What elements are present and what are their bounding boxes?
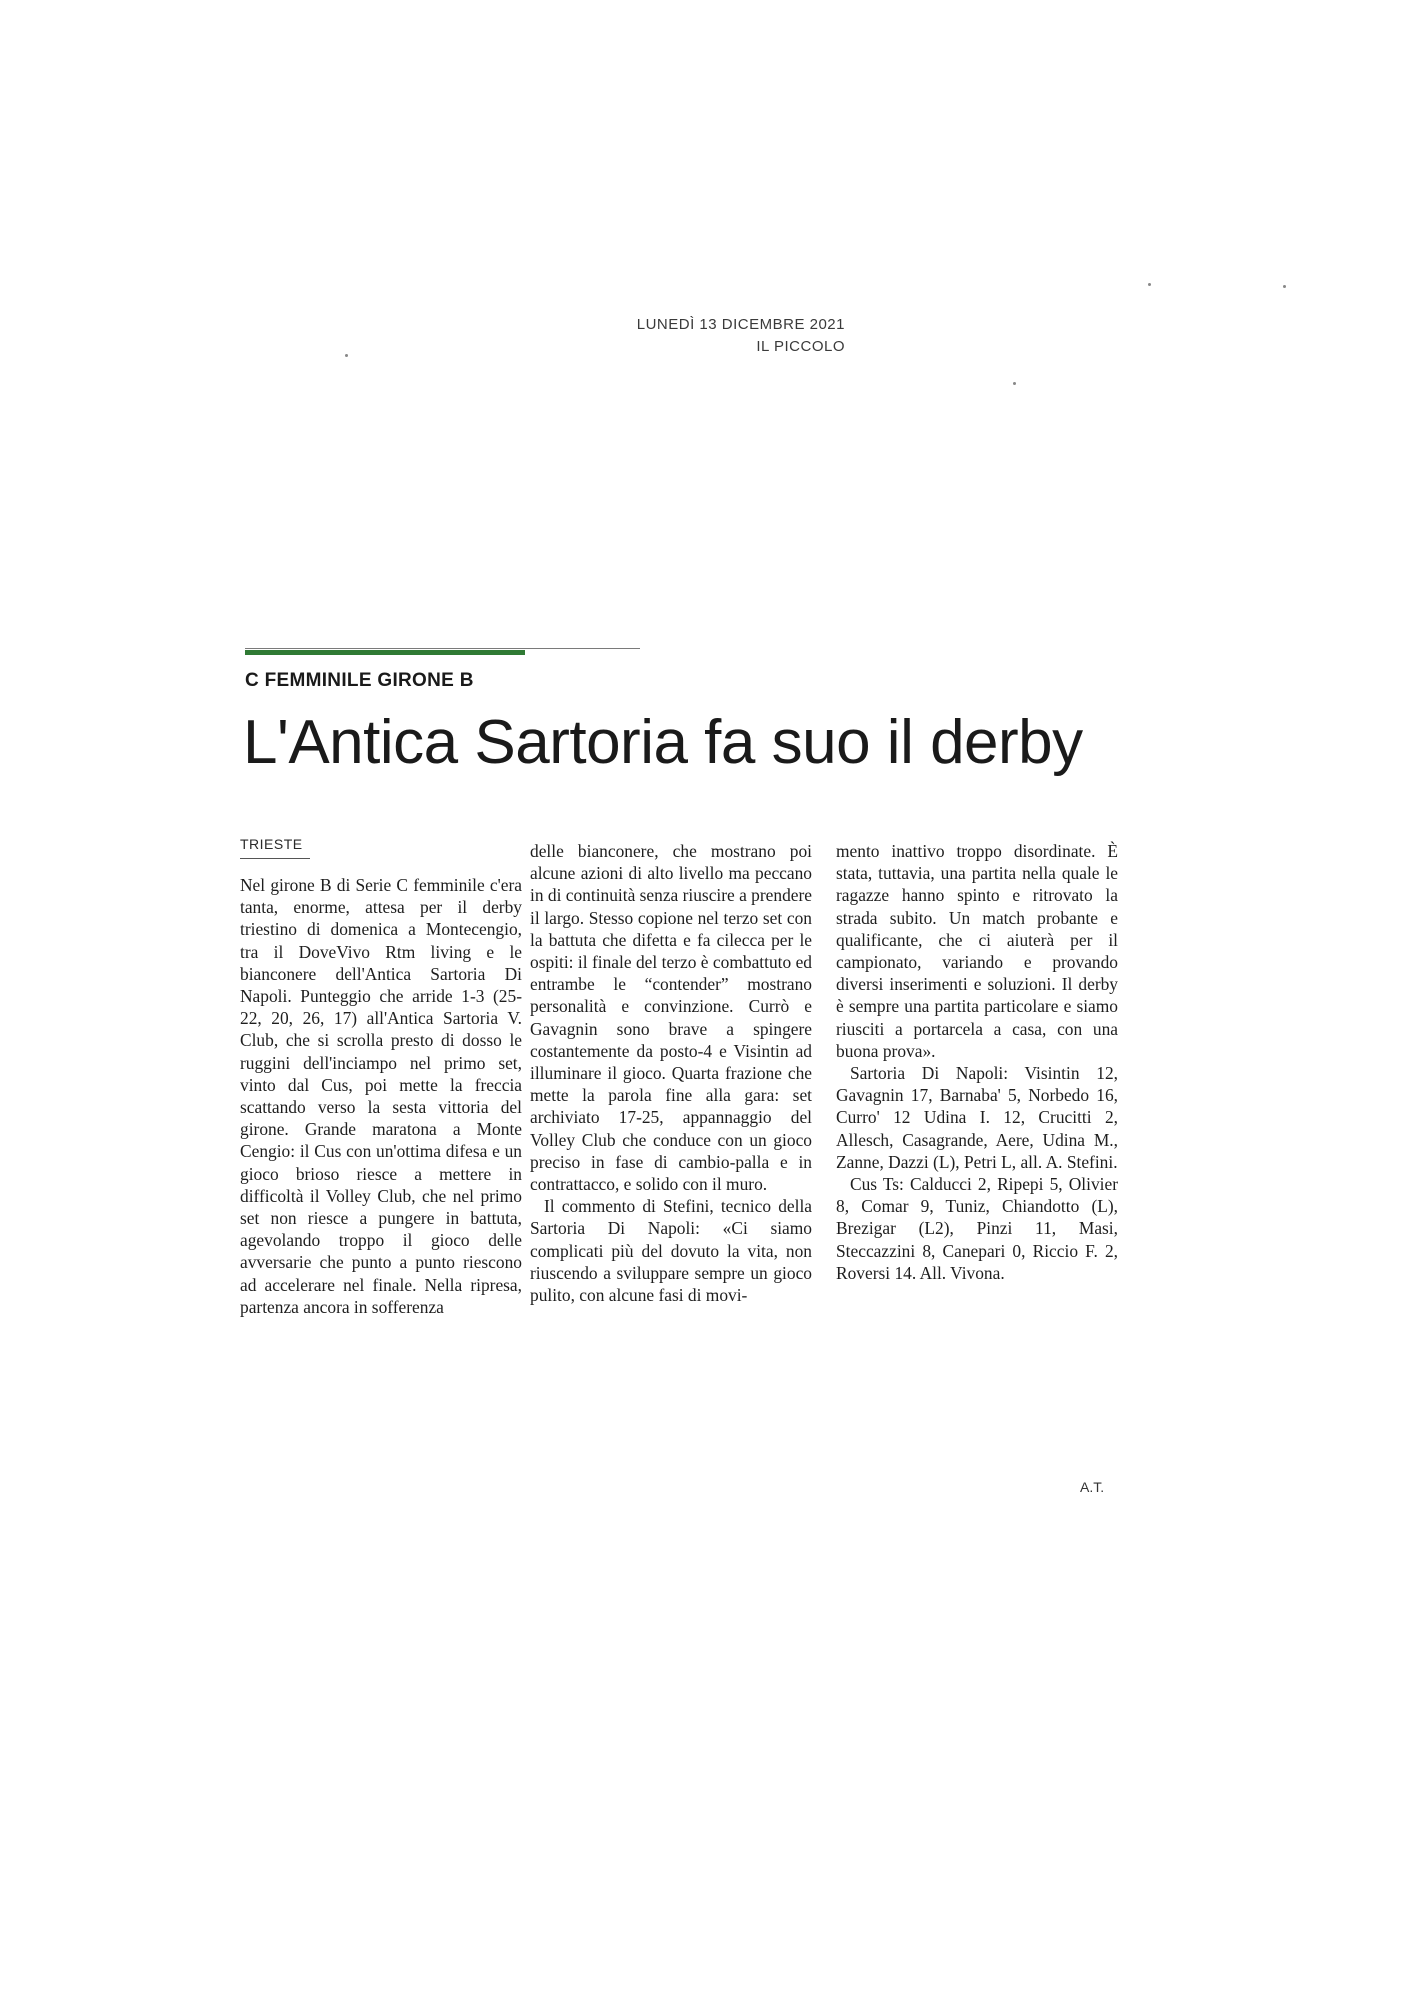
article-paragraph: delle bianconere, che mostrano poi alcune azioni di alto livello ma peccano in di continuità senza riuscire a prendere il largo. Stesso copione nel terzo set con la battuta che difetta e fa cilecca per le ospiti: il finale del terzo è combattuto ed entrambe le “contender” mostrano personalità e convinzione. Currò e Gavagnin sono brave a spingere costantemente da posto-4 e Visintin ad illuminare il gioco. Quarta frazione che mette la parola fine alla gara: set archiviato 17-25, appannaggio del Volley Club che conduce con un gioco preciso in fase di cambio-palla e in contrattacco, e solido con il muro. (530, 841, 812, 1195)
section-divider (245, 648, 640, 649)
article-paragraph: Nel girone B di Serie C femminile c'era tanta, enorme, attesa per il derby triestino di domenica a Montecengio, tra il DoveVivo Rtm living e le bianconere dell'Antica Sartoria Di Napoli. Punteggio che arride 1-3 (25-22, 20, 26, 17) all'Antica Sartoria V. Club, che si scrolla presto di dosso le ruggini dell'inciampo nel primo set, vinto dal Cus, poi mette la freccia scattando verso la sesta vittoria del girone. Grande maratona a Monte Cengio: il Cus con un'ottima difesa e un gioco brioso riesce a mettere in difficoltà il Volley Club, che nel primo set non riesce a pungere in battuta, agevolando troppo il gioco delle avversarie che punto a punto riescono ad accelerare nel finale. Nella ripresa, partenza ancora in sofferenza (240, 875, 522, 1317)
article-column-2 (530, 840, 812, 1306)
scan-speck (1148, 283, 1151, 286)
article-column-3 (836, 840, 1118, 1284)
scan-speck (345, 354, 348, 357)
author-signature: A.T. (1080, 1479, 1105, 1495)
publication-date: LUNEDÌ 13 DICEMBRE 2021 (636, 316, 845, 333)
scan-speck (1013, 382, 1016, 385)
article-kicker: C FEMMINILE GIRONE B (245, 670, 474, 691)
newspaper-name: IL PICCOLO (756, 338, 845, 355)
section-accent-rule (245, 650, 525, 655)
team-lineup-sartoria: Sartoria Di Napoli: Visintin 12, Gavagnin 17, Barnaba' 5, Norbedo 16, Curro' 12 Udina I. 12, Crucitti 2, Allesch, Casagrande, Aere, Udina M., Zanne, Dazzi (L), Petri L, all. A. Stefini. (836, 1063, 1118, 1172)
scan-speck (1283, 285, 1286, 288)
article-headline: L'Antica Sartoria fa suo il derby (243, 708, 1083, 777)
article-dateline-place: TRIESTE (240, 836, 310, 859)
article-paragraph: Il commento di Stefini, tecnico della Sartoria Di Napoli: «Ci siamo complicati più del dovuto la vita, non riuscendo a sviluppare sempre un gioco pulito, con alcune fasi di movi- (530, 1196, 812, 1306)
team-lineup-cus: Cus Ts: Calducci 2, Ripepi 5, Olivier 8, Comar 9, Tuniz, Chiandotto (L), Brezigar (L2), Pinzi 11, Masi, Steccazzini 8, Canepari 0, Riccio F. 2, Roversi 14. All. Vivona. (836, 1174, 1118, 1283)
article-column-1 (240, 874, 522, 1318)
article-paragraph: mento inattivo troppo disordinate. È stata, tuttavia, una partita nella quale le ragazze hanno spinto e ritrovato la strada subito. Un match probante e qualificante, che ci aiuterà per il campionato, variando e provando diversi inserimenti e soluzioni. Il derby è sempre una partita particolare e siamo riusciti a portarcela a casa, con una buona prova». (836, 841, 1118, 1061)
dateline (560, 314, 845, 358)
